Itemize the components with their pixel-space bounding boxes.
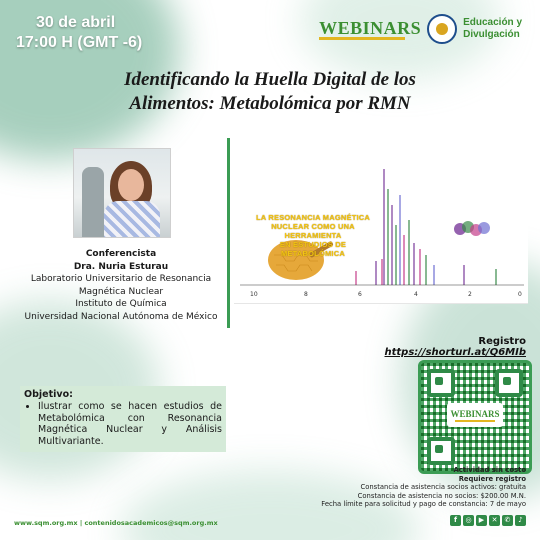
speaker-role: Conferencista [85, 249, 157, 259]
speaker-info [14, 248, 228, 323]
speaker-affiliation-3: Instituto de Química [75, 299, 167, 309]
registration-qr-code[interactable] [418, 360, 532, 474]
figure-caption: LA RESONANCIA MAGNÉTICA NUCLEAR COMO UNA HERRAMIENTA EN ESTUDIOS DE METABOLÓMICA [255, 213, 371, 258]
footer-links[interactable]: www.sqm.org.mx | contenidosacademicos@sqm.org.mx [14, 519, 218, 527]
nmr-spectrum-figure [234, 165, 528, 304]
event-datetime [16, 14, 142, 52]
registration-label: Registro [478, 336, 526, 347]
axis-tick: 6 [358, 291, 362, 298]
whatsapp-icon[interactable]: ✆ [502, 515, 513, 526]
objective-heading: Objetivo: [24, 389, 73, 400]
registration-notes: Actividad sin costo Requiere registro Constancia de asistencia socios activos: gratuita Constancia de asistencia no socios: $200.00 M.N. Fecha límite para solicitud y pago de constancia: 7 de mayo [321, 466, 526, 508]
webinars-logo: WEBINARS [319, 18, 422, 38]
objective-text: • Ilustrar como se hacen estudios de Metabolómica con Resonancia Magnética Nuclear y Análisis Multivariante. [38, 401, 222, 447]
tiktok-icon[interactable]: ♪ [515, 515, 526, 526]
instagram-icon[interactable]: ◎ [463, 515, 474, 526]
axis-tick: 8 [304, 291, 308, 298]
axis-tick: 10 [250, 291, 258, 298]
sqm-seal-icon [427, 14, 457, 44]
objective-box [20, 386, 226, 452]
qr-center-logo: WEBINARS [447, 403, 503, 427]
event-time: 17:00 H (GMT -6) [16, 34, 143, 51]
divider-line [227, 138, 230, 328]
axis-tick: 4 [414, 291, 418, 298]
speaker-affiliation-2: Magnética Nuclear [78, 286, 164, 297]
speaker-affiliation-4: Universidad Nacional Autónoma de México [24, 311, 218, 322]
speaker-photo [73, 148, 171, 238]
speaker-affiliation-1: Laboratorio Universitario de Resonancia [30, 274, 212, 284]
youtube-icon[interactable]: ▶ [476, 515, 487, 526]
header-logos [319, 14, 522, 44]
webinar-title: Identificando la Huella Digital de los Alimentos: Metabolómica por RMN [124, 69, 416, 114]
axis-tick: 0 [518, 291, 522, 298]
education-divulgation-label: Educación y Divulgación [463, 17, 522, 40]
social-icons [450, 515, 526, 526]
registration-link[interactable]: https://shorturl.at/Q6MIb [384, 347, 526, 358]
event-date: 30 de abril [36, 14, 116, 31]
speaker-name: Dra. Nuria Esturau [73, 261, 169, 272]
axis-tick: 2 [468, 291, 472, 298]
facebook-icon[interactable]: f [450, 515, 461, 526]
x-icon[interactable]: ✕ [489, 515, 500, 526]
